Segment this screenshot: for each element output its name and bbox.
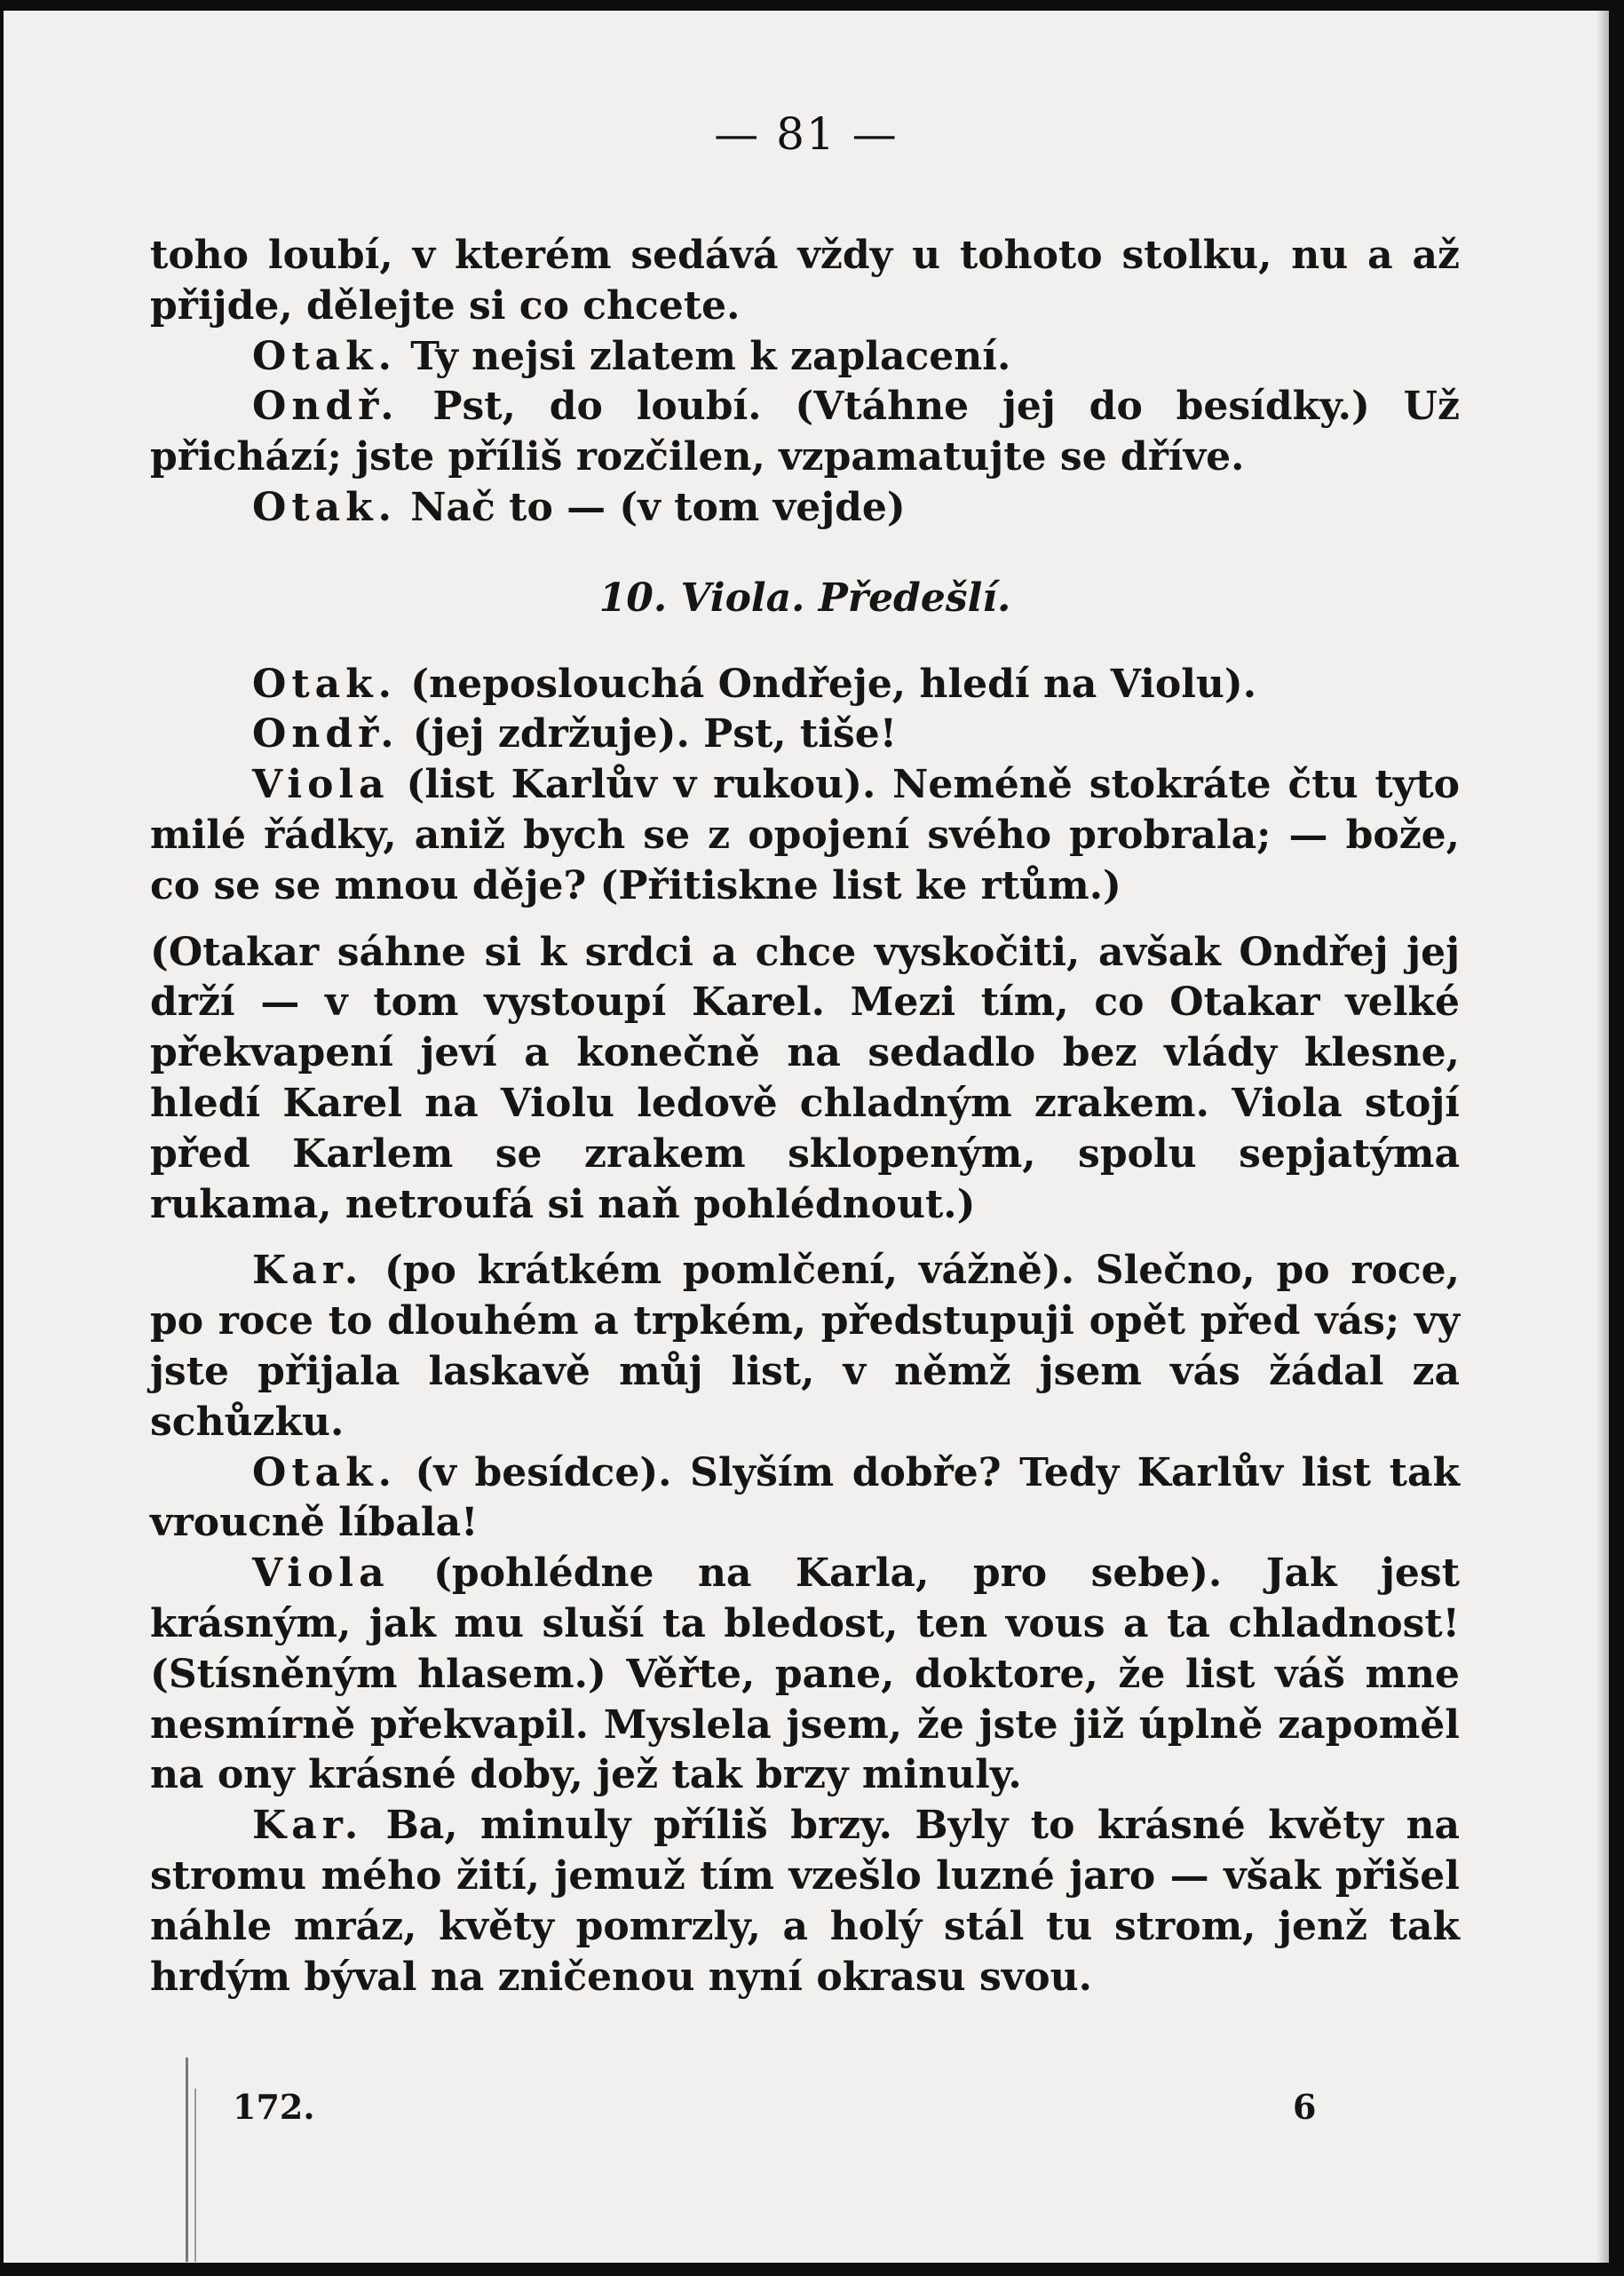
speaker-name: Viola — [252, 1550, 390, 1597]
dialogue-text: (jej zdržuje). Pst, tiše! — [399, 711, 898, 757]
speaker-name: Viola — [252, 762, 390, 808]
dialogue-line — [150, 710, 1460, 760]
speaker-name: Kar. — [252, 1248, 364, 1294]
speaker-name: Ondř. — [252, 384, 400, 430]
speaker-name: Kar. — [252, 1803, 364, 1849]
stage-direction: (Otakar sáhne si k srdci a chce vyskočiti, avšak Ondřej jej drží — v tom vystoupí Karel. Mezi tím, co Otakar velké překvapení jeví a konečně na sedadlo bez vlády klesne, hledí Karel na Violu ledově chladným zrakem. Viola stojí před Karlem se zrakem sklopeným, spolu sepjatýma rukama, netroufá si naň pohlédnout.) — [150, 929, 1460, 1227]
speaker-name: Otak. — [252, 333, 397, 379]
dialogue-line — [150, 382, 1460, 483]
dialogue-text: Pst, do loubí. (Vtáhne jej do besídky.) Už přichází; jste příliš rozčilen, vzpamatujte se dříve. — [150, 384, 1460, 480]
dialogue-line — [150, 660, 1460, 710]
footer-signature: 172. — [233, 2087, 315, 2127]
dialogue-text: (pohlédne na Karla, pro sebe). Jak jest krásným, jak mu sluší ta bledost, ten vous a ta chladnost! (Stísněným hlasem.) Věřte, pane, doktore, že list váš mne nesmírně překvapil. Myslela jsem, že jste již úplně zapoměl na ony krásné doby, jež tak brzy minuly. — [150, 1550, 1460, 1798]
dialogue-text: (list Karlův v rukou). Neméně stokráte čtu tyto milé řádky, aniž bych se z opojení svého probrala; — bože, co se se mnou děje? (Přitiskne list ke rtům.) — [150, 762, 1460, 908]
speaker-name: Otak. — [252, 484, 397, 530]
speaker-name: Otak. — [252, 661, 397, 707]
paragraph-text: toho loubí, v kterém sedává vždy u tohoto stolku, nu a až přijde, dělejte si co chcete. — [150, 233, 1460, 329]
dialogue-text: (v besídce). Slyším dobře? Tedy Karlův list tak vroucně líbala! — [150, 1449, 1460, 1546]
dialogue-line — [150, 332, 1460, 383]
scene-heading: 10. Viola. Předešlí. — [598, 575, 1011, 621]
page-edge-shadow — [1596, 11, 1609, 2263]
dialogue-line — [150, 1448, 1460, 1550]
paragraph-continuation — [150, 231, 1460, 332]
dialogue-text: (po krátkém pomlčení, vážně). Slečno, po roce, po roce to dlouhém a trpkém, předstupuji opět před vás; vy jste přijala laskavě můj list, v němž jsem vás žádal za schůzku. — [150, 1248, 1460, 1445]
dialogue-text: Nač to — (v tom vejde) — [396, 484, 906, 530]
speaker-name: Ondř. — [252, 711, 400, 757]
margin-mark — [194, 2089, 196, 2262]
dialogue-line — [150, 1801, 1460, 2002]
dialogue-text: Ba, minuly příliš brzy. Byly to krásné květy na stromu mého žití, jemuž tím vzešlo luzné jaro — však přišel náhle mráz, květy pomrzly, a holý stál tu strom, jenž tak hrdým býval na zničenou nyní okrasu svou. — [150, 1803, 1460, 2000]
margin-mark — [186, 2058, 188, 2262]
dialogue-line — [150, 1246, 1460, 1447]
page-number: — 81 — — [714, 108, 899, 160]
speaker-name: Otak. — [252, 1449, 397, 1495]
page-text — [150, 231, 1460, 2002]
dialogue-line — [150, 1549, 1460, 1801]
footer-sheet-number: 6 — [1293, 2087, 1317, 2127]
dialogue-line — [150, 483, 1460, 534]
dialogue-text: Ty nejsi zlatem k zaplacení. — [396, 333, 1011, 379]
dialogue-line — [150, 760, 1460, 911]
book-page — [4, 11, 1609, 2263]
dialogue-text: (neposlouchá Ondřeje, hledí na Violu). — [396, 661, 1257, 707]
